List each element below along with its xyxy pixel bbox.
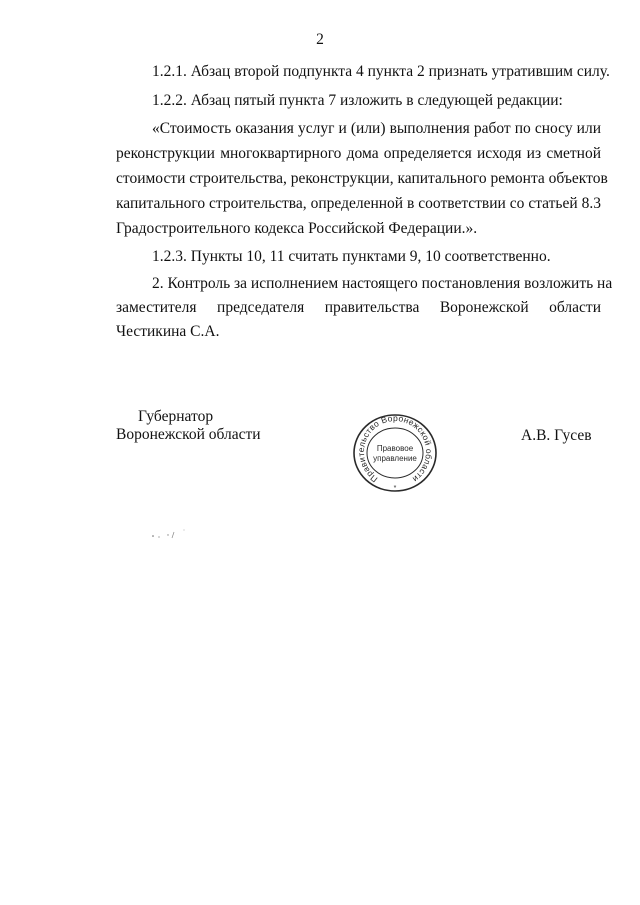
- stamp-center-line-1: Правовое: [376, 444, 414, 453]
- paragraph-2-line-2: заместителя председателя правительства Воронежской области: [116, 299, 601, 316]
- paragraph-2-line-1: 2. Контроль за исполнением настоящего постановления возложить на: [152, 275, 613, 292]
- scan-specks: [150, 528, 190, 540]
- stamp-center-line-2: управление: [373, 454, 417, 463]
- signatory-title-line-1: Губернатор: [138, 408, 214, 425]
- official-stamp: [345, 413, 445, 495]
- paragraph-1-2-3: 1.2.3. Пункты 10, 11 считать пунктами 9, 10 соответственно.: [152, 248, 551, 265]
- page-number: 2: [316, 31, 324, 48]
- stamp-star-icon: *: [393, 485, 397, 492]
- paragraph-1-2-1: 1.2.1. Абзац второй подпункта 4 пункта 2 признать утратившим силу.: [152, 63, 610, 80]
- quote-line-5: Градостроительного кодекса Российской Федерации.».: [116, 220, 478, 237]
- quote-line-4: капитального строительства, определенной в соответствии со статьей 8.3: [116, 195, 601, 212]
- signatory-name: А.В. Гусев: [521, 427, 592, 444]
- paragraph-2-line-3: Честикина С.А.: [116, 323, 220, 340]
- quote-line-3: стоимости строительства, реконструкции, капитального ремонта объектов: [116, 170, 608, 187]
- quote-line-1: «Стоимость оказания услуг и (или) выполнения работ по сносу или: [152, 120, 601, 137]
- signatory-title-line-2: Воронежской области: [116, 426, 261, 443]
- stamp-ring-text: Правительство Воронежской области: [355, 413, 435, 485]
- quote-line-2: реконструкции многоквартирного дома определяется исходя из сметной: [116, 145, 601, 162]
- paragraph-1-2-2: 1.2.2. Абзац пятый пункта 7 изложить в следующей редакции:: [152, 92, 563, 109]
